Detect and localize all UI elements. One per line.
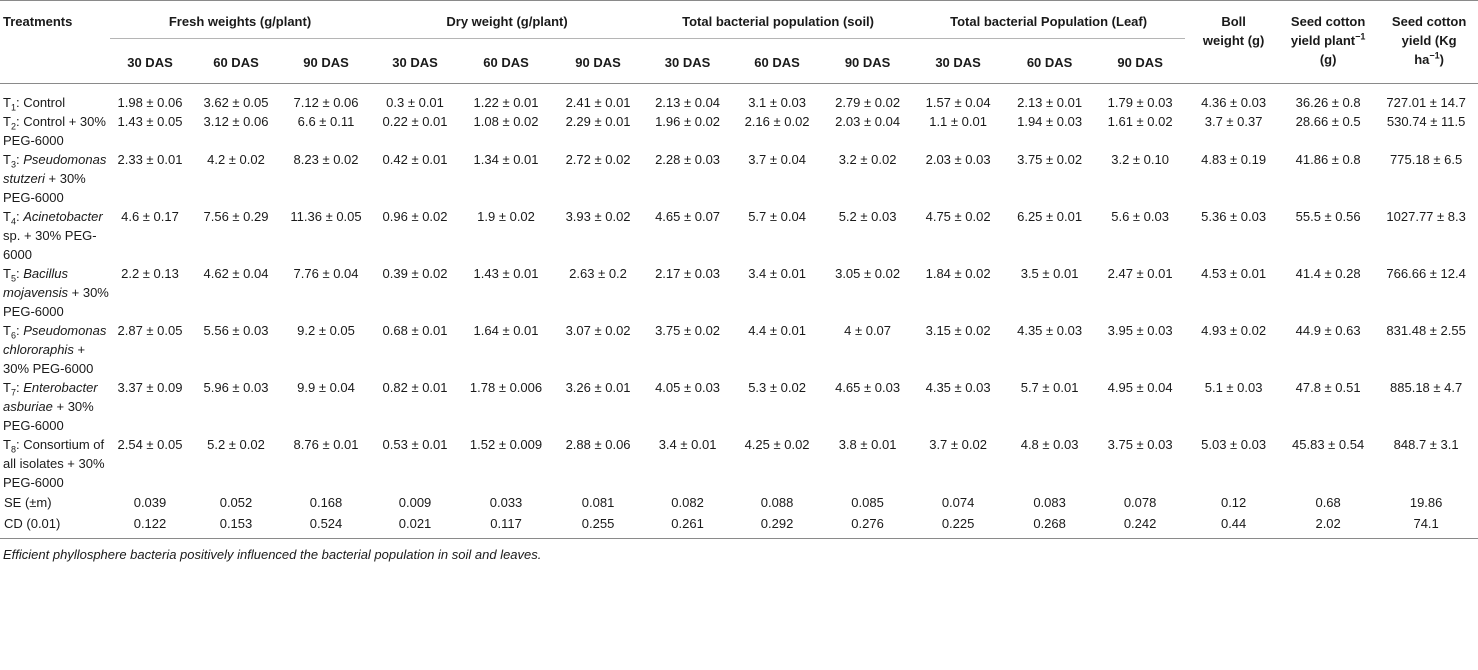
header-treatments: Treatments bbox=[3, 14, 73, 29]
table-row bbox=[0, 321, 1478, 378]
value-cell: 47.8 ± 0.51 bbox=[1295, 380, 1361, 395]
stat-label: CD (0.01) bbox=[4, 516, 61, 531]
value-cell: 7.56 ± 0.29 bbox=[203, 209, 269, 224]
value-cell: 1.61 ± 0.02 bbox=[1107, 114, 1173, 129]
value-cell: 1.94 ± 0.03 bbox=[1017, 114, 1083, 129]
value-cell: 3.15 ± 0.02 bbox=[925, 323, 991, 338]
stat-value: 0.078 bbox=[1123, 495, 1157, 510]
stat-value: 19.86 bbox=[1409, 495, 1443, 510]
table-row bbox=[0, 150, 1478, 207]
stat-label: SE (±m) bbox=[4, 495, 52, 510]
value-cell: 2.63 ± 0.2 bbox=[569, 266, 627, 281]
value-cell: 44.9 ± 0.63 bbox=[1295, 323, 1361, 338]
header-das: 30 DAS bbox=[664, 55, 711, 70]
value-cell: 4.65 ± 0.03 bbox=[835, 380, 901, 395]
value-cell: 5.7 ± 0.04 bbox=[748, 209, 806, 224]
value-cell: 4.83 ± 0.19 bbox=[1201, 152, 1267, 167]
value-cell: 1.57 ± 0.04 bbox=[925, 95, 991, 110]
value-cell: 2.72 ± 0.02 bbox=[565, 152, 631, 167]
value-cell: 5.96 ± 0.03 bbox=[203, 380, 269, 395]
header-das: 90 DAS bbox=[303, 55, 349, 70]
value-cell: 727.01 ± 14.7 bbox=[1386, 95, 1466, 110]
value-cell: 3.93 ± 0.02 bbox=[565, 209, 631, 224]
value-cell: 3.75 ± 0.03 bbox=[1107, 437, 1173, 452]
value-cell: 3.95 ± 0.03 bbox=[1107, 323, 1173, 338]
value-cell: 5.2 ± 0.03 bbox=[838, 209, 897, 224]
value-cell: 1027.77 ± 8.3 bbox=[1386, 209, 1466, 224]
value-cell: 11.36 ± 0.05 bbox=[290, 209, 362, 224]
value-cell: 2.41 ± 0.01 bbox=[565, 95, 631, 110]
value-cell: 45.83 ± 0.54 bbox=[1292, 437, 1365, 452]
value-cell: 3.7 ± 0.02 bbox=[929, 437, 987, 452]
stat-value: 0.009 bbox=[398, 495, 432, 510]
header-das: 60 DAS bbox=[483, 55, 529, 70]
treatment-cell: $T_7$: Enterobacter asburiae + 30% PEG-6000 bbox=[3, 380, 98, 433]
value-cell: 5.56 ± 0.03 bbox=[203, 323, 269, 338]
value-cell: 1.43 ± 0.05 bbox=[117, 114, 183, 129]
value-cell: 4.65 ± 0.07 bbox=[655, 209, 721, 224]
value-cell: 4.36 ± 0.03 bbox=[1201, 95, 1267, 110]
value-cell: 3.2 ± 0.10 bbox=[1111, 152, 1169, 167]
value-cell: 3.8 ± 0.01 bbox=[838, 437, 897, 452]
value-cell: 5.3 ± 0.02 bbox=[748, 380, 806, 395]
value-cell: 1.96 ± 0.02 bbox=[655, 114, 721, 129]
value-cell: 3.7 ± 0.04 bbox=[748, 152, 806, 167]
table-row bbox=[0, 112, 1478, 150]
stat-value: 0.44 bbox=[1220, 516, 1247, 531]
value-cell: 1.08 ± 0.02 bbox=[473, 114, 539, 129]
value-cell: 4.05 ± 0.03 bbox=[655, 380, 721, 395]
stat-value: 0.12 bbox=[1220, 495, 1247, 510]
stat-row bbox=[0, 492, 1478, 513]
stat-value: 0.268 bbox=[1033, 516, 1066, 531]
value-cell: 3.75 ± 0.02 bbox=[655, 323, 721, 338]
value-cell: 41.4 ± 0.28 bbox=[1295, 266, 1361, 281]
value-cell: 6.25 ± 0.01 bbox=[1017, 209, 1083, 224]
value-cell: 1.1 ± 0.01 bbox=[929, 114, 987, 129]
stat-value: 0.255 bbox=[581, 516, 615, 531]
stat-value: 0.242 bbox=[1123, 516, 1157, 531]
value-cell: 0.22 ± 0.01 bbox=[382, 114, 448, 129]
value-cell: 3.05 ± 0.02 bbox=[835, 266, 901, 281]
value-cell: 4.6 ± 0.17 bbox=[121, 209, 179, 224]
value-cell: 8.23 ± 0.02 bbox=[293, 152, 359, 167]
value-cell: 5.6 ± 0.03 bbox=[1111, 209, 1169, 224]
value-cell: 3.62 ± 0.05 bbox=[203, 95, 269, 110]
value-cell: 1.78 ± 0.006 bbox=[469, 380, 543, 395]
treatment-cell: $T_6$: Pseudomonas chlororaphis + 30% PEG-6000 bbox=[3, 323, 107, 376]
value-cell: 4 ± 0.07 bbox=[844, 323, 892, 338]
header-leaf-population: Total bacterial Population (Leaf) bbox=[912, 1, 1185, 39]
value-cell: 831.48 ± 2.55 bbox=[1386, 323, 1466, 338]
stat-value: 2.02 bbox=[1315, 516, 1341, 531]
value-cell: 5.36 ± 0.03 bbox=[1201, 209, 1267, 224]
value-cell: 848.7 ± 3.1 bbox=[1393, 437, 1459, 452]
value-cell: 2.33 ± 0.01 bbox=[117, 152, 183, 167]
value-cell: 7.12 ± 0.06 bbox=[293, 95, 359, 110]
value-cell: 1.64 ± 0.01 bbox=[473, 323, 539, 338]
value-cell: 2.2 ± 0.13 bbox=[121, 266, 179, 281]
value-cell: 2.16 ± 0.02 bbox=[744, 114, 810, 129]
header-das: 30 DAS bbox=[935, 55, 981, 70]
value-cell: 5.03 ± 0.03 bbox=[1201, 437, 1267, 452]
header-boll-weight: Boll weight (g) bbox=[1202, 14, 1265, 48]
value-cell: 28.66 ± 0.5 bbox=[1295, 114, 1361, 129]
value-cell: 3.2 ± 0.02 bbox=[838, 152, 897, 167]
value-cell: 3.1 ± 0.03 bbox=[748, 95, 806, 110]
stat-value: 0.225 bbox=[941, 516, 975, 531]
stat-value: 0.168 bbox=[309, 495, 343, 510]
value-cell: 5.7 ± 0.01 bbox=[1020, 380, 1079, 395]
stat-value: 0.68 bbox=[1315, 495, 1341, 510]
value-cell: 2.28 ± 0.03 bbox=[655, 152, 721, 167]
header-das: 30 DAS bbox=[127, 55, 173, 70]
value-cell: 5.1 ± 0.03 bbox=[1204, 380, 1263, 395]
stat-value: 0.052 bbox=[219, 495, 253, 510]
stat-value: 0.082 bbox=[671, 495, 704, 510]
header-dry-weight: Dry weight (g/plant) bbox=[370, 1, 644, 39]
value-cell: 3.4 ± 0.01 bbox=[748, 266, 806, 281]
table-row bbox=[0, 207, 1478, 264]
treatment-cell: $T_4$: Acinetobacter sp. + 30% PEG-6000 bbox=[3, 209, 103, 262]
header-das: 30 DAS bbox=[392, 55, 438, 70]
stat-value: 0.083 bbox=[1033, 495, 1066, 510]
value-cell: 4.53 ± 0.01 bbox=[1201, 266, 1267, 281]
stat-value: 0.122 bbox=[133, 516, 167, 531]
value-cell: 4.25 ± 0.02 bbox=[744, 437, 810, 452]
value-cell: 1.9 ± 0.02 bbox=[477, 209, 535, 224]
value-cell: 3.07 ± 0.02 bbox=[565, 323, 631, 338]
table-body bbox=[0, 84, 1478, 539]
value-cell: 3.7 ± 0.37 bbox=[1204, 114, 1263, 129]
value-cell: 0.82 ± 0.01 bbox=[382, 380, 448, 395]
value-cell: 1.84 ± 0.02 bbox=[925, 266, 991, 281]
value-cell: 4.35 ± 0.03 bbox=[1017, 323, 1083, 338]
table-row bbox=[0, 84, 1478, 113]
value-cell: 0.42 ± 0.01 bbox=[382, 152, 448, 167]
value-cell: 3.26 ± 0.01 bbox=[565, 380, 631, 395]
value-cell: 4.62 ± 0.04 bbox=[203, 266, 269, 281]
stat-value: 0.033 bbox=[489, 495, 523, 510]
value-cell: 2.03 ± 0.04 bbox=[835, 114, 901, 129]
value-cell: 1.34 ± 0.01 bbox=[473, 152, 539, 167]
value-cell: 4.35 ± 0.03 bbox=[925, 380, 991, 395]
value-cell: 4.2 ± 0.02 bbox=[207, 152, 265, 167]
value-cell: 0.68 ± 0.01 bbox=[382, 323, 448, 338]
table-row bbox=[0, 264, 1478, 321]
stat-value: 0.261 bbox=[671, 516, 704, 531]
value-cell: 5.2 ± 0.02 bbox=[207, 437, 265, 452]
stat-value: 0.039 bbox=[133, 495, 167, 510]
stat-value: 0.085 bbox=[851, 495, 884, 510]
value-cell: 766.66 ± 12.4 bbox=[1386, 266, 1466, 281]
header-das: 90 DAS bbox=[844, 55, 891, 70]
value-cell: 4.8 ± 0.03 bbox=[1020, 437, 1079, 452]
value-cell: 3.5 ± 0.01 bbox=[1020, 266, 1079, 281]
value-cell: 2.13 ± 0.01 bbox=[1017, 95, 1083, 110]
stat-value: 0.153 bbox=[219, 516, 253, 531]
value-cell: 2.88 ± 0.06 bbox=[565, 437, 631, 452]
value-cell: 885.18 ± 4.7 bbox=[1390, 380, 1463, 395]
value-cell: 1.98 ± 0.06 bbox=[117, 95, 183, 110]
treatment-cell: $T_2$: Control + 30% PEG-6000 bbox=[3, 114, 106, 148]
value-cell: 1.79 ± 0.03 bbox=[1107, 95, 1173, 110]
value-cell: 775.18 ± 6.5 bbox=[1390, 152, 1463, 167]
treatment-cell: $T_3$: Pseudomonas stutzeri + 30% PEG-6000 bbox=[3, 152, 107, 205]
value-cell: 0.53 ± 0.01 bbox=[382, 437, 448, 452]
header-seed-yield-plant: Seed cotton yield plant$^{-1}$ (g) bbox=[1290, 14, 1366, 67]
value-cell: 2.17 ± 0.03 bbox=[655, 266, 721, 281]
header-seed-yield-ha: Seed cotton yield (Kg $ha^{-1}$) bbox=[1391, 14, 1467, 67]
value-cell: 3.12 ± 0.06 bbox=[203, 114, 269, 129]
stat-value: 0.021 bbox=[398, 516, 432, 531]
stat-value: 74.1 bbox=[1413, 516, 1439, 531]
stat-value: 0.117 bbox=[490, 516, 522, 531]
header-das: 60 DAS bbox=[754, 55, 800, 70]
header-fresh-weights: Fresh weights (g/plant) bbox=[110, 1, 370, 39]
value-cell: 3.4 ± 0.01 bbox=[658, 437, 717, 452]
value-cell: 0.96 ± 0.02 bbox=[382, 209, 448, 224]
value-cell: 2.79 ± 0.02 bbox=[835, 95, 901, 110]
treatment-cell: $T_1$: Control bbox=[3, 95, 66, 113]
value-cell: 7.76 ± 0.04 bbox=[293, 266, 359, 281]
value-cell: 2.03 ± 0.03 bbox=[925, 152, 991, 167]
value-cell: 8.76 ± 0.01 bbox=[293, 437, 359, 452]
value-cell: 1.43 ± 0.01 bbox=[473, 266, 539, 281]
table-footnote: Efficient phyllosphere bacteria positively influenced the bacterial population in soil and leaves. bbox=[3, 547, 542, 562]
value-cell: 2.54 ± 0.05 bbox=[117, 437, 183, 452]
value-cell: 4.4 ± 0.01 bbox=[748, 323, 806, 338]
treatment-cell: $T_8$: Consortium of all isolates + 30% PEG-6000 bbox=[3, 437, 105, 490]
header-das: 60 DAS bbox=[1026, 55, 1073, 70]
value-cell: 55.5 ± 0.56 bbox=[1295, 209, 1361, 224]
value-cell: 41.86 ± 0.8 bbox=[1295, 152, 1361, 167]
value-cell: 4.95 ± 0.04 bbox=[1107, 380, 1173, 395]
header-das: 90 DAS bbox=[575, 55, 621, 70]
header-das: 60 DAS bbox=[213, 55, 259, 70]
stat-row bbox=[0, 513, 1478, 539]
value-cell: 2.13 ± 0.04 bbox=[655, 95, 721, 110]
value-cell: 2.29 ± 0.01 bbox=[565, 114, 631, 129]
value-cell: 3.75 ± 0.02 bbox=[1017, 152, 1083, 167]
value-cell: 4.93 ± 0.02 bbox=[1201, 323, 1267, 338]
table-row bbox=[0, 435, 1478, 492]
value-cell: 36.26 ± 0.8 bbox=[1295, 95, 1361, 110]
value-cell: 0.3 ± 0.01 bbox=[386, 95, 444, 110]
value-cell: 9.2 ± 0.05 bbox=[297, 323, 355, 338]
value-cell: 0.39 ± 0.02 bbox=[382, 266, 448, 281]
value-cell: 6.6 ± 0.11 bbox=[297, 114, 355, 129]
value-cell: 2.87 ± 0.05 bbox=[117, 323, 183, 338]
value-cell: 4.75 ± 0.02 bbox=[925, 209, 991, 224]
stat-value: 0.276 bbox=[851, 516, 884, 531]
value-cell: 1.22 ± 0.01 bbox=[473, 95, 539, 110]
value-cell: 530.74 ± 11.5 bbox=[1386, 114, 1466, 129]
stat-value: 0.081 bbox=[581, 495, 615, 510]
stat-value: 0.088 bbox=[760, 495, 794, 510]
stat-value: 0.524 bbox=[309, 516, 343, 531]
stat-value: 0.074 bbox=[941, 495, 975, 510]
header-das: 90 DAS bbox=[1117, 55, 1163, 70]
stat-value: 0.292 bbox=[760, 516, 794, 531]
table-row bbox=[0, 378, 1478, 435]
value-cell: 9.9 ± 0.04 bbox=[297, 380, 355, 395]
treatment-cell: $T_5$: Bacillus mojavensis + 30% PEG-6000 bbox=[3, 266, 109, 319]
header-soil-population: Total bacterial population (soil) bbox=[644, 1, 912, 39]
value-cell: 2.47 ± 0.01 bbox=[1107, 266, 1173, 281]
value-cell: 3.37 ± 0.09 bbox=[117, 380, 183, 395]
value-cell: 1.52 ± 0.009 bbox=[469, 437, 543, 452]
